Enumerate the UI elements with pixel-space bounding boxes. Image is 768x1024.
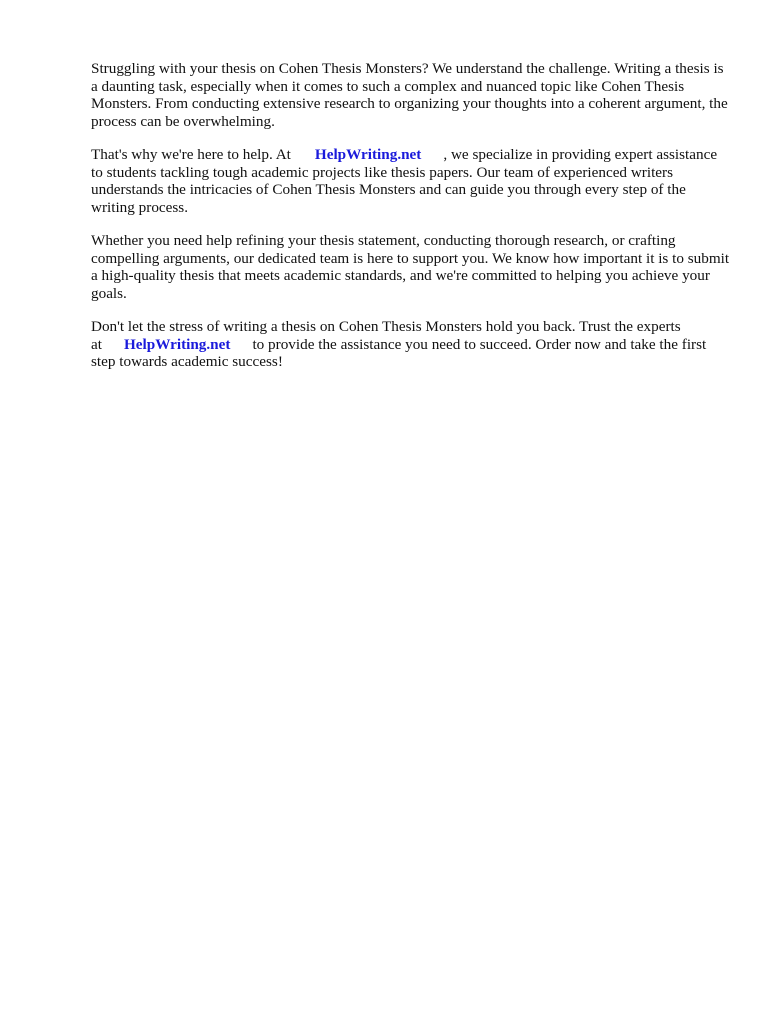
paragraph-intro: Struggling with your thesis on Cohen Thesis Monsters? We understand the challenge. Writing a thesis is a daunting task, especially when it comes to such a complex and nuanced topic like Cohen Thesis Monsters. From conducting extensive research to organizing your thoughts into a coherent argument, the process can be overwhelming. — [91, 60, 728, 130]
helpwriting-link[interactable]: HelpWriting.net — [314, 146, 422, 163]
paragraph-help — [91, 146, 731, 216]
paragraph-help-rest: , we specialize in providing expert assistance to students tackling tough academic projects like thesis papers. Our team of experienced writers understands the intricacies of Cohen Thesis Monsters and can guide you through every step of the writing process. — [91, 146, 718, 216]
paragraph-closing — [91, 318, 731, 371]
helpwriting-link-closing[interactable]: HelpWriting.net — [123, 335, 231, 353]
paragraph-closing-lead: Don't let the stress of writing a thesis on Cohen Thesis Monsters hold you back. Trust the experts at — [91, 318, 681, 353]
paragraph-closing-rest: to provide the assistance you need to succeed. Order now and take the first step towards academic success! — [91, 335, 707, 370]
document-body — [91, 60, 731, 387]
paragraph-support: Whether you need help refining your thesis statement, conducting thorough research, or crafting compelling arguments, our dedicated team is here to support you. We know how important it is to submit a high-quality thesis that meets academic standards, and we're committed to helping you achieve your goals. — [91, 232, 730, 302]
paragraph-help-lead: That's why we're here to help. At — [91, 146, 291, 163]
